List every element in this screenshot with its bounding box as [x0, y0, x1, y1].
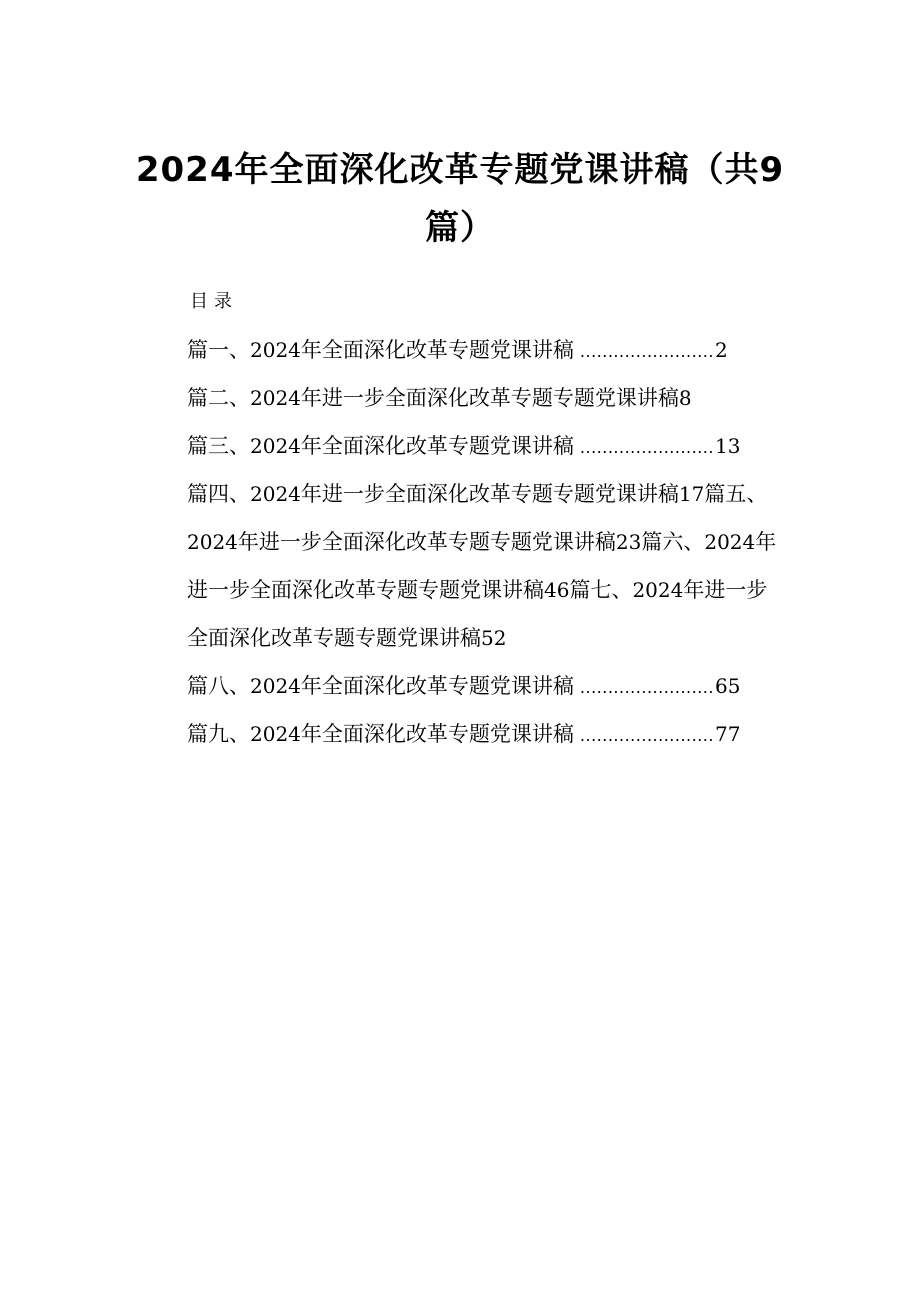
- toc-entry-9[interactable]: [187, 718, 740, 750]
- toc-leader-dots: ........................: [579, 438, 714, 457]
- toc-page-number: 46: [544, 578, 570, 602]
- toc-entry-1[interactable]: [187, 334, 728, 366]
- toc-entry-title: 年: [755, 530, 777, 554]
- toc-entry-8[interactable]: [187, 670, 740, 702]
- toc-entry-title: 年进一步: [683, 578, 768, 602]
- toc-leader-dots: ........................: [579, 678, 714, 697]
- toc-entry-year: 2024: [250, 434, 301, 458]
- toc-entry-title: 全面深化改革专题专题党课讲稿: [187, 626, 481, 650]
- toc-page-number: 52: [481, 626, 507, 650]
- toc-page-number: 23: [615, 530, 642, 554]
- toc-entry-year: 2024: [704, 530, 756, 554]
- toc-entry-title: 年全面深化改革专题党课讲稿: [300, 722, 574, 746]
- toc-page-number: 13: [714, 434, 741, 458]
- toc-entry-title: 年全面深化改革专题党课讲稿: [300, 338, 574, 362]
- toc-entry-prefix: 篇四、: [187, 482, 250, 506]
- toc-entry-year: 2024: [250, 482, 301, 506]
- toc-entry-title: 进一步全面深化改革专题专题党课讲稿: [187, 578, 544, 602]
- toc-entry-year: 2024: [632, 578, 684, 602]
- toc-runon-line-4[interactable]: [187, 622, 506, 654]
- toc-entry-title: 年全面深化改革专题党课讲稿: [300, 434, 574, 458]
- toc-entry-prefix: 篇二、: [187, 386, 250, 410]
- toc-page-number: 65: [714, 674, 741, 698]
- toc-entry-prefix: 篇七、: [569, 578, 633, 602]
- toc-entry-2[interactable]: [187, 382, 692, 414]
- toc-entry-prefix: 篇一、: [187, 338, 250, 362]
- toc-entry-title: 年进一步全面深化改革专题专题党课讲稿: [237, 530, 616, 554]
- toc-entry-title: 年全面深化改革专题党课讲稿: [300, 674, 574, 698]
- toc-page-number: 17: [678, 482, 705, 506]
- toc-entry-year: 2024: [250, 386, 301, 410]
- toc-entry-year: 2024: [250, 722, 301, 746]
- toc-entry-3[interactable]: [187, 430, 740, 462]
- toc-entry-prefix: 篇八、: [187, 674, 250, 698]
- toc-page-number: 77: [714, 722, 741, 746]
- toc-leader-dots: ........................: [579, 726, 714, 745]
- toc-page-number: 8: [678, 386, 692, 410]
- toc-entry-year: 2024: [187, 530, 238, 554]
- toc-heading: 目录: [190, 291, 238, 312]
- document-title-line-1: 2024年全面深化改革专题党课讲稿（共9: [135, 150, 785, 190]
- toc-entry-prefix: 篇五、: [704, 482, 768, 506]
- toc-leader-dots: ........................: [579, 342, 714, 361]
- toc-entry-year: 2024: [250, 338, 301, 362]
- toc-entry-title: 年进一步全面深化改革专题专题党课讲稿: [300, 482, 679, 506]
- toc-runon-line-3[interactable]: [187, 574, 767, 606]
- toc-entry-prefix: 篇三、: [187, 434, 250, 458]
- toc-entry-prefix: 篇六、: [641, 530, 705, 554]
- toc-runon-line-2[interactable]: [187, 526, 776, 558]
- toc-runon-line-1[interactable]: [187, 478, 767, 510]
- toc-page-number: 2: [714, 338, 728, 362]
- document-title-line-2: 篇）: [425, 208, 495, 248]
- toc-entry-year: 2024: [250, 674, 301, 698]
- toc-entry-prefix: 篇九、: [187, 722, 250, 746]
- toc-entry-title: 年进一步全面深化改革专题专题党课讲稿: [300, 386, 679, 410]
